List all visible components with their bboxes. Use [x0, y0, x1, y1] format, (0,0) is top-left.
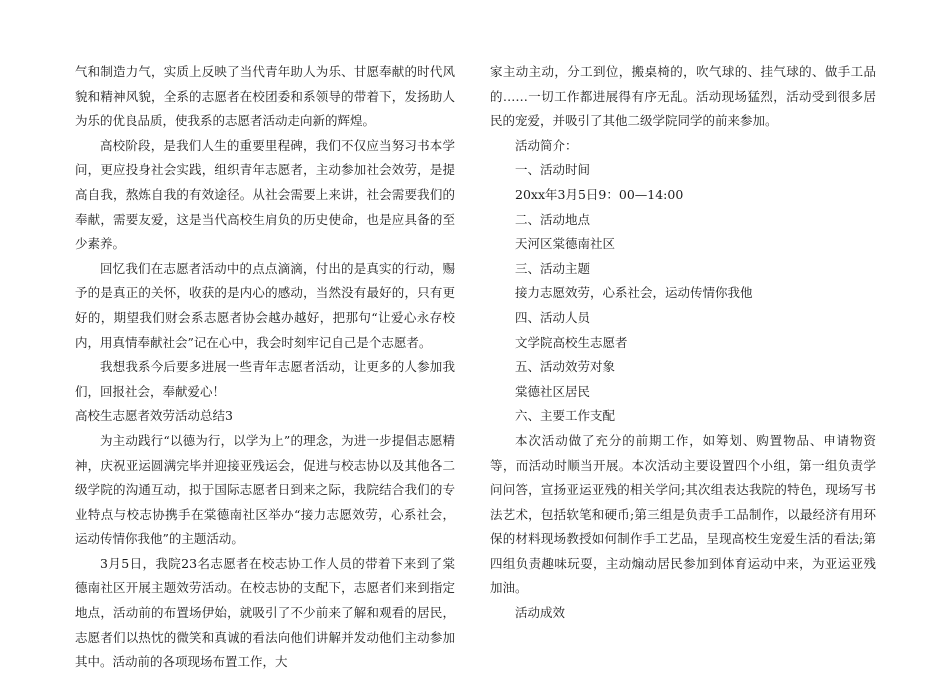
- section-heading: 五、活动效劳对象: [515, 359, 616, 375]
- right-column: [490, 60, 876, 626]
- section-body: 20xx年3月5日9：00—14:00: [515, 186, 684, 202]
- section-body: 接力志愿效劳，心系社会，运动传情你我他: [515, 285, 753, 301]
- paragraph: 3月5日，我院23名志愿者在校志协工作人员的带着下来到了棠德南社区开展主题效劳活动。在校志协的支配下，志愿者们来到指定地点，活动前的布置场伊始，就吸引了不少前来了解和观看的居民，志愿者们以热忱的微笑和真诚的看法向他们讲解并发动他们主动参加其中。活动前的各项现场布置工作，大: [75, 555, 455, 670]
- paragraph: 本次活动做了充分的前期工作，如筹划、购置物品、申请物资等，而活动时顺当开展。本次活动主要设置四个小组，第一组负责学问问答，宣扬亚运亚残的相关学问;其次组表达我院的特色，现场写书法艺术，包括软笔和硬币;第三组是负责手工品制作，以最经济有用环保的材料现场教授如何制作手工艺品，呈现高校生宠爱生活的看法;第四组负责趣味玩耍，主动煽动居民参加到体育运动中来，为亚运亚残加油。: [490, 432, 876, 596]
- paragraph: 回忆我们在志愿者活动中的点点滴滴，付出的是真实的行动，赐予的是真正的关怀，收获的是内心的感动，当然没有最好的，只有更好的，期望我们财会系志愿者协会越办越好，把那句“让爱心永存校内，用真情奉献社会”记在心中，我会时刻牢记自己是个志愿者。: [75, 260, 455, 350]
- intro-label: 活动简介：: [515, 137, 578, 153]
- paragraph: 高校阶段，是我们人生的重要里程碑，我们不仅应当努习书本学问，更应投身社会实践，组织青年志愿者，主动参加社会效劳，是提高自我，熬炼自我的有效途径。从社会需要上来讲，社会需要我们的奉献，需要友爱，这是当代高校生肩负的历史使命，也是应具备的至少素养。: [75, 137, 455, 252]
- section-heading: 四、活动人员: [515, 309, 591, 325]
- paragraph: 气和制造力气，实质上反映了当代青年助人为乐、甘愿奉献的时代风貌和精神风貌，全系的志愿者在校团委和系领导的带着下，发扬助人为乐的优良品质，使我系的志愿者活动走向新的辉煌。: [75, 64, 455, 129]
- section-body: 天河区棠德南社区: [515, 236, 616, 252]
- section-heading: 一、活动时间: [515, 162, 591, 178]
- left-column: [75, 60, 455, 675]
- section-body: 棠德社区居民: [515, 383, 591, 399]
- section-heading: 活动成效: [515, 605, 566, 621]
- section-body: 文学院高校生志愿者: [515, 334, 628, 350]
- paragraph: 家主动主动，分工到位，搬桌椅的，吹气球的、挂气球的、做手工品的……一切工作都进展得有序无乱。活动现场猛烈，活动受到很多居民的宠爱，并吸引了其他二级学院同学的前来参加。: [490, 64, 876, 129]
- paragraph: 我想我系今后要多进展一些青年志愿者活动，让更多的人参加我们，回报社会，奉献爱心！: [75, 359, 455, 399]
- section-title: 高校生志愿者效劳活动总结3: [75, 408, 233, 424]
- section-heading: 三、活动主题: [515, 260, 591, 276]
- section-heading: 二、活动地点: [515, 211, 591, 227]
- paragraph: 为主动践行“以德为行，以学为上”的理念，为进一步提倡志愿精神，庆祝亚运圆满完毕并迎接亚残运会，促进与校志协以及其他各二级学院的沟通互动，拟于国际志愿者日到来之际，我院结合我们的专业特点与校志协携手在棠德南社区举办“接力志愿效劳，心系社会，运动传情你我他”的主题活动。: [75, 432, 455, 547]
- section-heading: 六、主要工作支配: [515, 408, 616, 424]
